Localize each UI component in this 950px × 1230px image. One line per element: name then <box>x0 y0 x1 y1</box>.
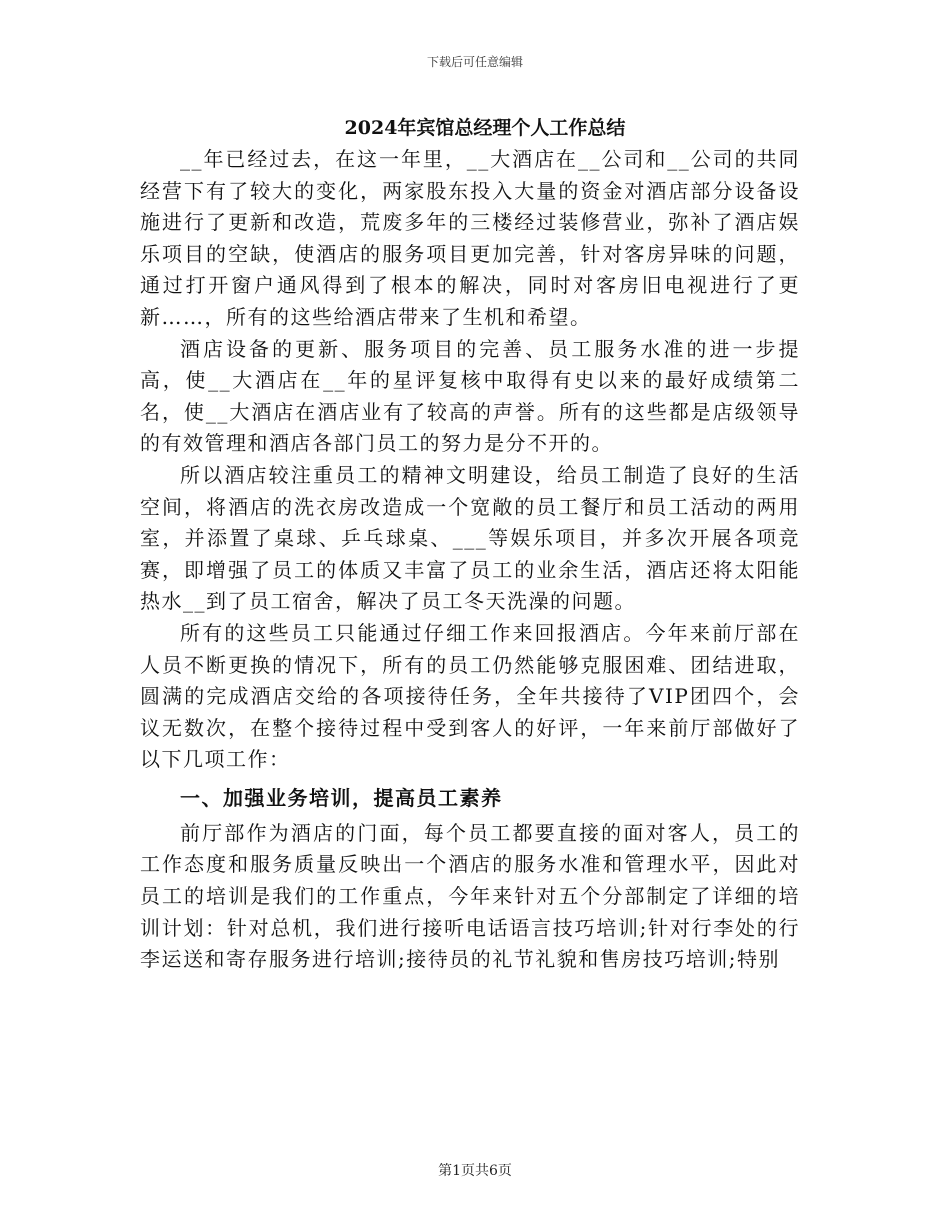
paragraph-3: 所以酒店较注重员工的精神文明建设，给员工制造了良好的生活空间，将酒店的洗衣房改造成一个宽敞的员工餐厅和员工活动的两用室，并添置了桌球、乒乓球桌、___等娱乐项目，并多次开展各项竞赛，即增强了员工的体质又丰富了员工的业余生活，酒店还将太阳能热水__到了员工宿舍，解决了员工冬天洗澡的问题。 <box>140 462 800 614</box>
section-paragraph: 前厅部作为酒店的门面，每个员工都要直接的面对客人，员工的工作态度和服务质量反映出一个酒店的服务水准和管理水平，因此对员工的培训是我们的工作重点，今年来针对五个分部制定了详细的培训计划：针对总机，我们进行接听电话语言技巧培训;针对行李处的行李运送和寄存服务进行培训;接待员的礼节礼貌和售房技巧培训;特别 <box>140 820 800 972</box>
page-number: 第1页共6页 <box>438 1163 512 1179</box>
document-title: 2024年宾馆总经理个人工作总结 <box>344 117 626 139</box>
document-body <box>140 112 800 976</box>
paragraph-2: 酒店设备的更新、服务项目的完善、员工服务水准的进一步提高，使__大酒店在__年的星评复核中取得有史以来的最好成绩第二名，使__大酒店在酒店业有了较高的声誉。所有的这些都是店级领导的有效管理和酒店各部门员工的努力是分不开的。 <box>140 336 800 456</box>
section-heading: 一、加强业务培训，提高员工素养 <box>180 785 503 810</box>
paragraph-4: 所有的这些员工只能通过仔细工作来回报酒店。今年来前厅部在人员不断更换的情况下，所有的员工仍然能够克服困难、团结进取，圆满的完成酒店交给的各项接待任务，全年共接待了VIP团四个，会议无数次，在整个接待过程中受到客人的好评，一年来前厅部做好了以下几项工作： <box>140 620 800 772</box>
paragraph-1: __年已经过去，在这一年里，__大酒店在__公司和__公司的共同经营下有了较大的变化，两家股东投入大量的资金对酒店部分设备设施进行了更新和改造，荒废多年的三楼经过装修营业，弥补了酒店娱乐项目的空缺，使酒店的服务项目更加完善，针对客房异味的问题，通过打开窗户通风得到了根本的解决，同时对客房旧电视进行了更新……，所有的这些给酒店带来了生机和希望。 <box>140 147 800 329</box>
header-note: 下载后可任意编辑 <box>426 55 523 69</box>
